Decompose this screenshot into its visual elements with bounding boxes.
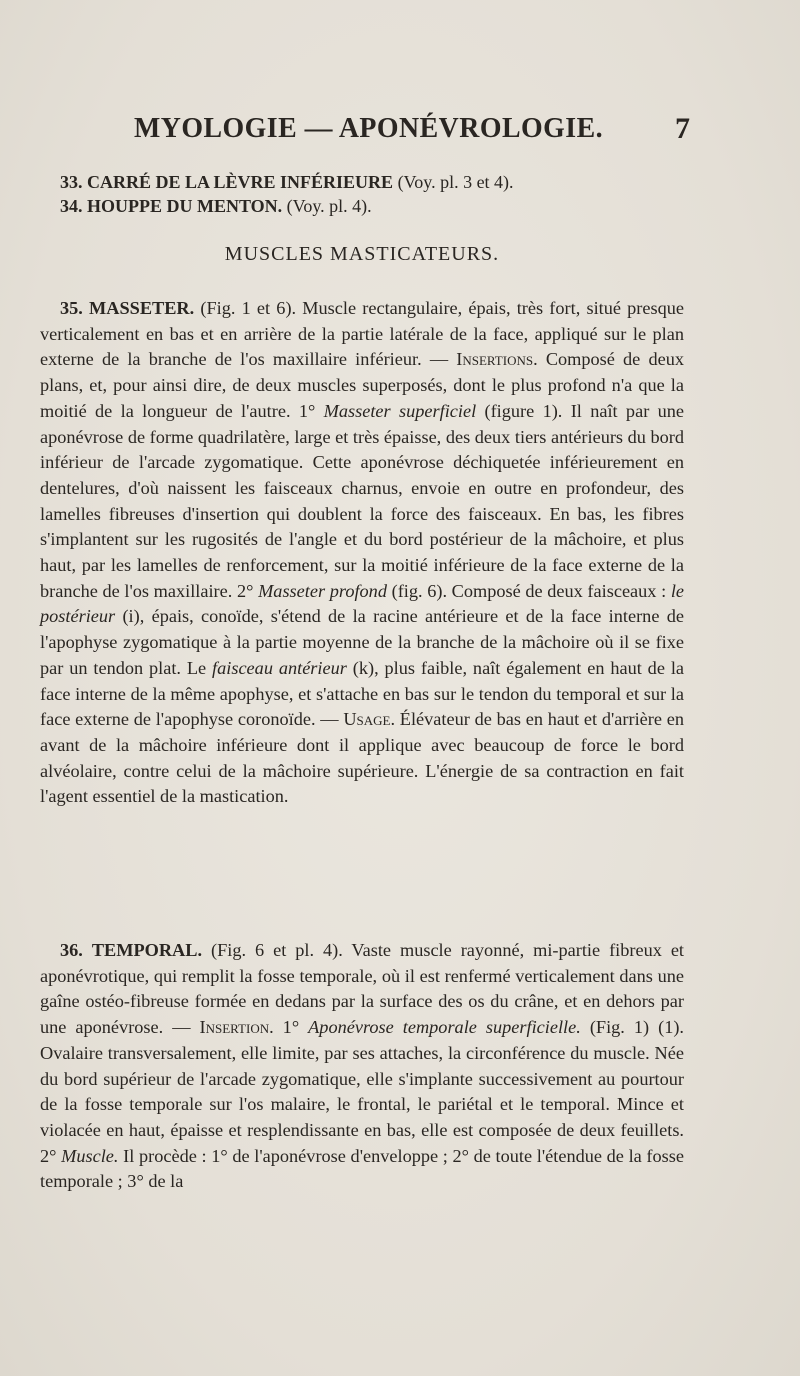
text-run: (fig. 6). Composé de deux faisceaux :	[386, 580, 671, 601]
text-run: (Fig. 6 et pl. 4). Vaste muscle rayonné, mi-partie fibreux et aponévrotique, qui remplit la fosse temporale, où il est renfermé verticalement dans une gaîne ostéo-fibreuse formée en dedans par la surface des os du crâne, et en dehors par une aponévrose. —	[40, 940, 685, 1038]
text-run: (figure 1). Il naît par une aponévrose de forme quadrilatère, large et très épaisse, des deux tiers antérieurs du bord inférieur de l'arcade zygomatique. Cette aponévrose déchiquetée inférieurement en dentelures, d'où naissent les faisceaux charnus, envoie en outre en profondeur, des lamelles fibreuses d'insertion qui doublent la force des faisceaux. En bas, les fibres s'implantent sur les rugosités de l'angle et du bord postérieur de la mâchoire, et plus haut, par les lamelles de renforcement, sur la moitié inférieure de la face externe de la branche de l'os maxillaire. 2°	[40, 400, 685, 601]
small-caps-label: Insertion.	[199, 1017, 274, 1038]
paragraph-temporal-block	[40, 938, 684, 1195]
text-run: 1°	[273, 1017, 309, 1038]
text-run: (Fig. 1 et 6). Muscle rectangulaire, épais, très fort, situé presque verticalement en bas et en arrière de la partie latérale de la face, appliqué sur le plan externe de la branche de l'os maxillaire inférieur. —	[40, 298, 685, 370]
text-run: (Fig. 1) (1). Ovalaire transversalement, elle limite, par ses attaches, la circonférence du muscle. Née du bord supérieur de l'arcade zygomatique, elle s'implante successivement au pourtour de la fosse temporale sur l'os malaire, le frontal, le pariétal et le temporal. Mince et violacée en haut, épaisse et resplendissante en bas, elle est composée de deux feuillets. 2°	[40, 1017, 684, 1166]
paragraph-number: 36.	[60, 940, 83, 960]
small-caps-label: Insertions.	[456, 349, 538, 370]
entry-name: HOUPPE DU MENTON.	[87, 196, 283, 216]
italic-term: Masseter profond	[258, 580, 387, 601]
entry-ref: (Voy. pl. 3 et 4).	[397, 172, 514, 192]
paragraph-title: TEMPORAL.	[91, 940, 203, 960]
italic-term: le postérieur	[40, 580, 685, 627]
entry-name: CARRÉ DE LA LÈVRE INFÉRIEURE	[87, 172, 394, 192]
page-header	[40, 112, 690, 158]
italic-term: Masseter superficiel	[323, 400, 477, 421]
entry-item	[60, 170, 684, 194]
text-run: Composé de deux plans, et, pour ainsi dire, de deux muscles superposés, dont le plus profond n'a que la moitié de la longueur de l'autre. 1°	[40, 349, 684, 421]
paragraph-number: 35.	[60, 298, 83, 318]
paragraph-masseter	[40, 296, 684, 810]
text-run: Il procède : 1° de l'aponévrose d'enveloppe ; 2° de toute l'étendue de la fosse temporale ; 3° de la	[40, 1145, 684, 1192]
section-heading: MUSCLES MASTICATEURS.	[224, 243, 500, 265]
text-run: Élévateur de bas en haut et d'arrière en avant de la mâchoire inférieure dont il applique avec beaucoup de force le bord alvéolaire, contre celui de la mâchoire supérieure. L'énergie de sa contraction en fait l'agent essentiel de la mastication.	[40, 709, 684, 807]
paragraph-temporal	[40, 938, 684, 1195]
italic-term: Muscle.	[61, 1145, 119, 1166]
entry-number: 33.	[60, 172, 83, 192]
page-number: 7	[675, 112, 690, 145]
paragraph-masseter-block	[40, 296, 684, 810]
entry-ref: (Voy. pl. 4).	[286, 196, 372, 216]
running-title: MYOLOGIE — APONÉVROLOGIE.	[134, 112, 604, 144]
text-run: (k), plus faible, naît également en haut de la face interne de la même apophyse, et s'attache en bas sur le tendon du temporal et sur la face externe de l'apophyse coronoïde. —	[40, 657, 685, 730]
entry-number: 34.	[60, 196, 83, 216]
italic-term: Aponévrose temporale superficielle.	[308, 1017, 581, 1038]
text-run: (i), épais, conoïde, s'étend de la racine antérieure et de la face interne de l'apophyse zygomatique à la partie moyenne de la branche de la mâchoire où il se fixe par un tendon plat. Le	[40, 606, 684, 678]
entry-item	[60, 194, 684, 218]
italic-term: faisceau antérieur	[212, 657, 347, 678]
small-caps-label: Usage.	[343, 709, 396, 730]
entry-list	[40, 170, 684, 218]
paragraph-title: MASSETER.	[89, 298, 195, 318]
